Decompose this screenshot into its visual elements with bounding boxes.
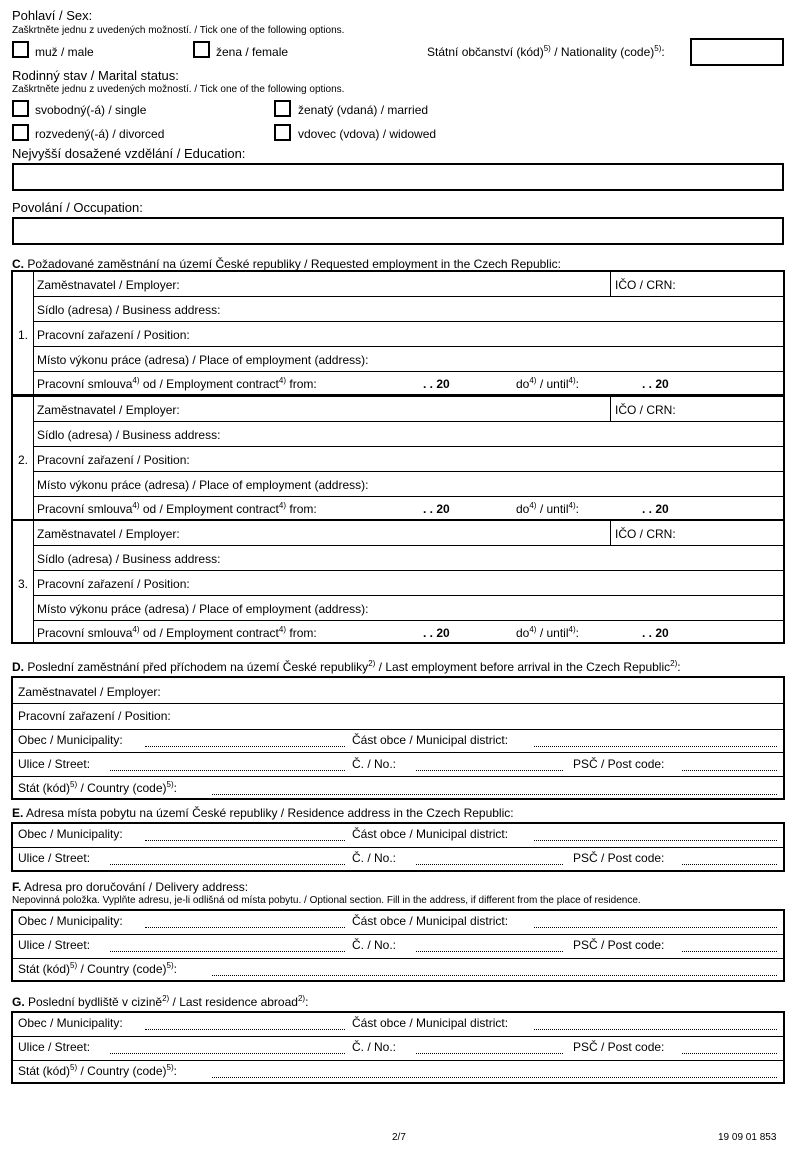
male-label: muž / male <box>35 45 94 59</box>
section-f-title: F. Adresa pro doručování / Delivery address: <box>12 880 249 894</box>
section-f-hint: Nepovinná položka. Vyplňte adresu, je-li odlišná od místa pobytu. / Optional section. Fill in the address, if different from the place of residence. <box>12 895 641 906</box>
c-place-label: Místo výkonu práce (adresa) / Place of employment (address): <box>37 478 369 492</box>
g-postcode-input[interactable] <box>682 1053 777 1054</box>
c-until-label: $do^{4)}$ / until$^{4)}$: <box>516 625 579 640</box>
e-postcode-input[interactable] <box>682 864 777 865</box>
e-street-label: Ulice / Street: <box>18 851 91 865</box>
married-checkbox[interactable] <box>274 100 291 117</box>
f-street-label: Ulice / Street: <box>18 938 91 952</box>
f-postcode-input[interactable] <box>682 951 777 952</box>
c-until-label: $do^{4)}$ / until$^{4)}$: <box>516 501 579 516</box>
nationality-input[interactable] <box>690 38 784 66</box>
g-number-label: Č. / No.: <box>352 1040 397 1054</box>
e-municipality-label: Obec / Municipality: <box>18 827 123 841</box>
d-postcode-input[interactable] <box>682 770 777 771</box>
c-contract-label: Pracovní smlouva$^{4)}$ od / Employment contract$^{4)}$ from: <box>37 625 317 640</box>
married-label: ženatý (vdaná) / married <box>298 103 429 117</box>
section-d-box <box>11 676 785 800</box>
f-number-input[interactable] <box>416 951 563 952</box>
d-municipality-label: Obec / Municipality: <box>18 733 123 747</box>
divorced-label: rozvedený(-á) / divorced <box>35 127 165 141</box>
c-until-date[interactable]: . . 20 <box>642 626 669 640</box>
f-country-input[interactable] <box>212 975 777 976</box>
employment-row-number: 1. <box>18 328 29 342</box>
c-contract-label: Pracovní smlouva$^{4)}$ od / Employment contract$^{4)}$ from: <box>37 376 317 391</box>
female-checkbox[interactable] <box>193 41 210 58</box>
c-until-date[interactable]: . . 20 <box>642 502 669 516</box>
g-municipality-label: Obec / Municipality: <box>18 1016 123 1030</box>
c-from-date[interactable]: . . 20 <box>423 377 450 391</box>
e-street-input[interactable] <box>110 864 345 865</box>
sex-title: Pohlaví / Sex: <box>12 8 93 23</box>
g-number-input[interactable] <box>416 1053 563 1054</box>
f-country-label: Stát (kód)$^{5)}$ / Country (code)$^{5)}$: <box>18 961 177 976</box>
f-municipality-input[interactable] <box>145 927 345 928</box>
g-district-input[interactable] <box>534 1029 777 1030</box>
d-country-input[interactable] <box>212 794 777 795</box>
e-district-input[interactable] <box>534 840 777 841</box>
divorced-checkbox[interactable] <box>12 124 29 141</box>
d-position-label: Pracovní zařazení / Position: <box>18 709 171 723</box>
female-label: žena / female <box>216 45 289 59</box>
c-crn-label: IČO / CRN: <box>615 403 676 417</box>
g-municipality-input[interactable] <box>145 1029 345 1030</box>
c-position-label: Pracovní zařazení / Position: <box>37 577 190 591</box>
nationality-label: Státní občanství (kód)$^{5)}$ / Nationality (code)$^{5)}$: <box>427 44 665 59</box>
f-street-input[interactable] <box>110 951 345 952</box>
e-number-label: Č. / No.: <box>352 851 397 865</box>
d-employer-label: Zaměstnavatel / Employer: <box>18 685 161 699</box>
e-district-label: Část obce / Municipal district: <box>352 827 509 841</box>
widowed-label: vdovec (vdova) / widowed <box>298 127 437 141</box>
c-from-date[interactable]: . . 20 <box>423 626 450 640</box>
section-d-title: D. Poslední zaměstnání před příchodem na území České republiky$^{2)}$ / Last employment before arrival in the Czech Republic$^{2)}$: <box>12 659 681 674</box>
marital-hint: Zaškrtněte jednu z uvedených možností. / Tick one of the following options. <box>12 84 345 95</box>
c-business-address-label: Sídlo (adresa) / Business address: <box>37 428 221 442</box>
employment-row-number: 2. <box>18 453 29 467</box>
education-input[interactable] <box>12 163 784 191</box>
g-postcode-label: PSČ / Post code: <box>573 1040 665 1054</box>
section-e-title: E. Adresa místa pobytu na území České republiky / Residence address in the Czech Republic: <box>12 806 514 820</box>
section-c-title: C. Požadované zaměstnání na území České republiky / Requested employment in the Czech Republic: <box>12 257 561 271</box>
single-label: svobodný(-á) / single <box>35 103 147 117</box>
employment-block-2 <box>11 395 785 521</box>
e-number-input[interactable] <box>416 864 563 865</box>
e-postcode-label: PSČ / Post code: <box>573 851 665 865</box>
section-f-box <box>11 909 785 982</box>
f-district-input[interactable] <box>534 927 777 928</box>
c-employer-label: Zaměstnavatel / Employer: <box>37 527 180 541</box>
c-crn-label: IČO / CRN: <box>615 527 676 541</box>
page-number: 2/7 <box>392 1132 406 1143</box>
c-position-label: Pracovní zařazení / Position: <box>37 453 190 467</box>
form-code: 19 09 01 853 <box>718 1132 777 1143</box>
c-from-date[interactable]: . . 20 <box>423 502 450 516</box>
f-municipality-label: Obec / Municipality: <box>18 914 123 928</box>
d-district-input[interactable] <box>534 746 777 747</box>
c-employer-label: Zaměstnavatel / Employer: <box>37 403 180 417</box>
g-district-label: Část obce / Municipal district: <box>352 1016 509 1030</box>
section-g-box <box>11 1011 785 1084</box>
g-country-label: Stát (kód)$^{5)}$ / Country (code)$^{5)}$: <box>18 1063 177 1078</box>
d-street-input[interactable] <box>110 770 345 771</box>
c-crn-label: IČO / CRN: <box>615 278 676 292</box>
c-until-date[interactable]: . . 20 <box>642 377 669 391</box>
g-street-input[interactable] <box>110 1053 345 1054</box>
c-position-label: Pracovní zařazení / Position: <box>37 328 190 342</box>
sex-hint: Zaškrtněte jednu z uvedených možností. / Tick one of the following options. <box>12 25 345 36</box>
f-postcode-label: PSČ / Post code: <box>573 938 665 952</box>
c-contract-label: Pracovní smlouva$^{4)}$ od / Employment contract$^{4)}$ from: <box>37 501 317 516</box>
e-municipality-input[interactable] <box>145 840 345 841</box>
occupation-input[interactable] <box>12 217 784 245</box>
g-street-label: Ulice / Street: <box>18 1040 91 1054</box>
g-country-input[interactable] <box>212 1077 777 1078</box>
employment-block-1 <box>11 270 785 396</box>
d-postcode-label: PSČ / Post code: <box>573 757 665 771</box>
f-number-label: Č. / No.: <box>352 938 397 952</box>
c-until-label: $do^{4)}$ / until$^{4)}$: <box>516 376 579 391</box>
c-place-label: Místo výkonu práce (adresa) / Place of employment (address): <box>37 602 369 616</box>
employment-block-3 <box>11 519 785 644</box>
employment-row-number: 3. <box>18 577 29 591</box>
single-checkbox[interactable] <box>12 100 29 117</box>
d-district-label: Část obce / Municipal district: <box>352 733 509 747</box>
f-district-label: Část obce / Municipal district: <box>352 914 509 928</box>
male-checkbox[interactable] <box>12 41 29 58</box>
marital-title: Rodinný stav / Marital status: <box>12 68 179 83</box>
d-municipality-input[interactable] <box>145 746 345 747</box>
section-e-box <box>11 822 785 872</box>
c-employer-label: Zaměstnavatel / Employer: <box>37 278 180 292</box>
occupation-label: Povolání / Occupation: <box>12 200 143 215</box>
education-label: Nejvyšší dosažené vzdělání / Education: <box>12 146 246 161</box>
section-g-title: G. Poslední bydliště v cizině$^{2)}$ / Last residence abroad$^{2)}$: <box>12 994 309 1009</box>
widowed-checkbox[interactable] <box>274 124 291 141</box>
d-country-label: Stát (kód)$^{5)}$ / Country (code)$^{5)}$: <box>18 780 177 795</box>
c-business-address-label: Sídlo (adresa) / Business address: <box>37 552 221 566</box>
c-place-label: Místo výkonu práce (adresa) / Place of employment (address): <box>37 353 369 367</box>
c-business-address-label: Sídlo (adresa) / Business address: <box>37 303 221 317</box>
d-number-input[interactable] <box>416 770 563 771</box>
d-street-label: Ulice / Street: <box>18 757 91 771</box>
d-number-label: Č. / No.: <box>352 757 397 771</box>
